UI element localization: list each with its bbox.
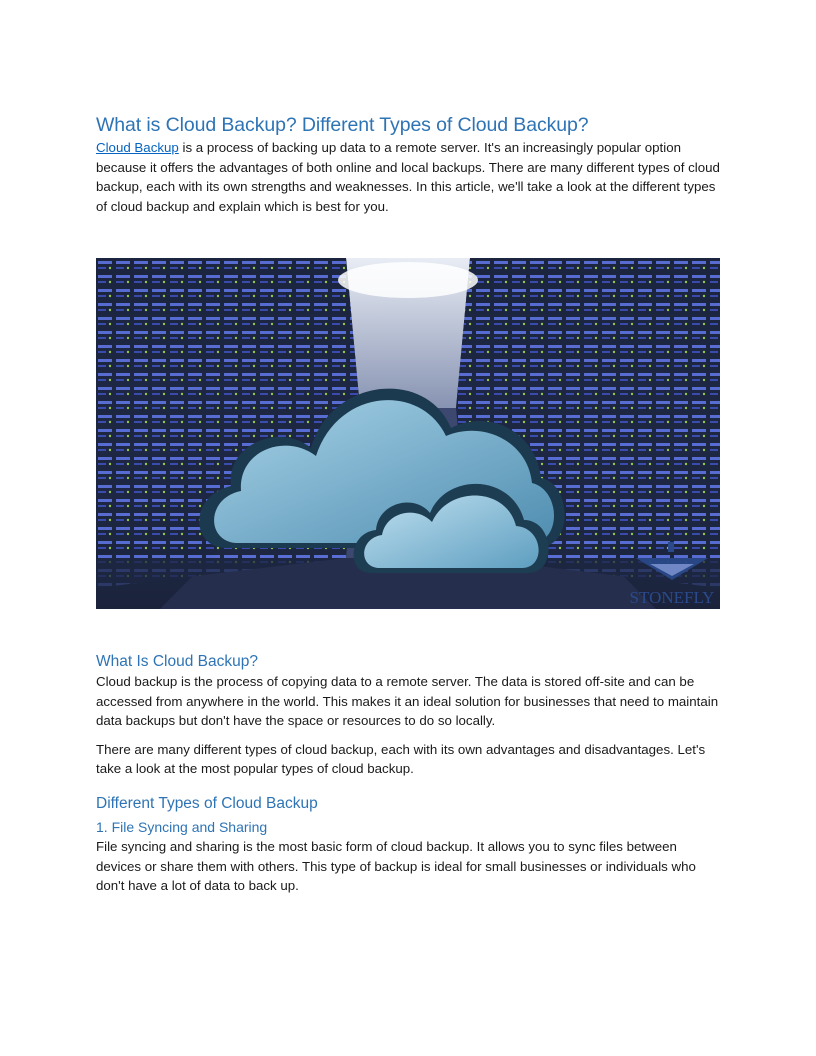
intro-paragraph [96,138,720,216]
cloud-datacenter-illustration [96,258,720,609]
intro-text: is a process of backing up data to a remote server. It's an increasingly popular option because it offers the advantages of both online and local backups. There are many different types of cloud backup, each with its own strengths and weaknesses. In this article, we'll take a look at the different types of cloud backup and explain which is best for you. [96,140,720,214]
stonefly-logo-text: STONEFLY [629,588,715,607]
section-heading-what-is: What Is Cloud Backup? [96,653,258,670]
section-types [96,794,720,896]
hero-image [96,258,720,609]
intro-block [96,112,720,216]
page-title: What is Cloud Backup? Different Types of Cloud Backup? [96,114,589,136]
subheading-file-syncing: 1. File Syncing and Sharing [96,819,268,835]
section-heading-types: Different Types of Cloud Backup [96,795,318,812]
section-what-is [96,652,720,779]
file-syncing-paragraph: File syncing and sharing is the most basic form of cloud backup. It allows you to sync files between devices or share them with others. This type of backup is ideal for small businesses or individuals who don't have a lot of data to back up. [96,839,696,894]
cloud-backup-link[interactable]: Cloud Backup [96,140,179,155]
section-what-is-paragraph-1: Cloud backup is the process of copying data to a remote server. The data is stored off-site and can be accessed from anywhere in the world. This makes it an ideal solution for businesses that need to maintain data backups but don't have the space or resources to do so locally. [96,674,719,729]
section-what-is-paragraph-2: There are many different types of cloud backup, each with its own advantages and disadvantages. Let's take a look at the most popular types of cloud backup. [96,741,706,777]
